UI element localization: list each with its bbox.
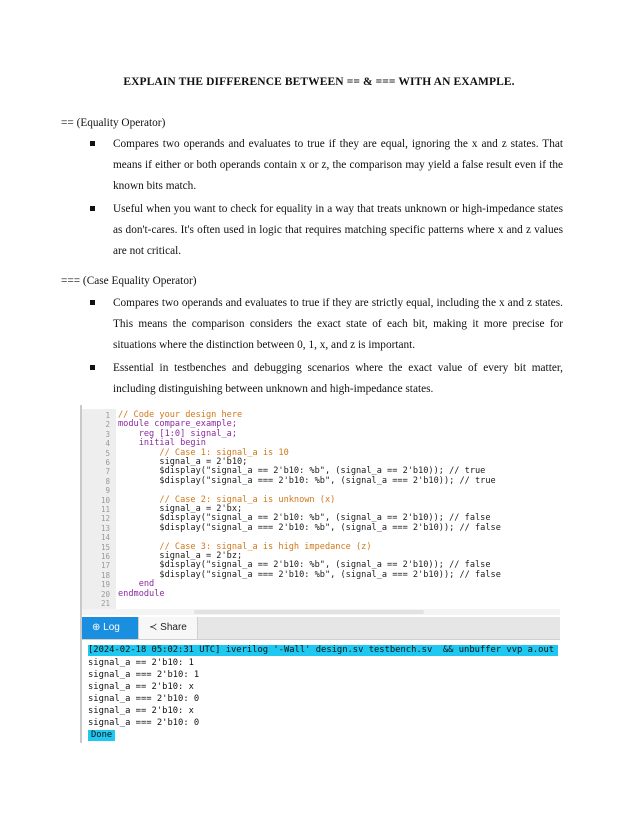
horizontal-scrollbar[interactable] bbox=[82, 609, 560, 615]
console-output bbox=[82, 641, 560, 743]
tab-log[interactable] bbox=[82, 617, 138, 639]
code-text: $display("signal_a == 2'b10: %b", (signal_a == 2'b10)); // false bbox=[118, 513, 491, 524]
line-number: 9 bbox=[105, 486, 110, 496]
code-text: $display("signal_a === 2'b10: %b", (signal_a === 2'b10)); // false bbox=[118, 569, 501, 580]
code-text: // Code your design here bbox=[118, 410, 243, 420]
code-text: $display("signal_a === 2'b10: %b", (signal_a === 2'b10)); // false bbox=[118, 522, 501, 533]
bullet-square-icon bbox=[90, 365, 95, 370]
line-number: 7 bbox=[105, 467, 110, 477]
console-output-line: signal_a === 2'b10: 0 bbox=[88, 718, 200, 728]
console-output-line: signal_a == 2'b10: x bbox=[88, 682, 194, 692]
bullet-square-icon bbox=[90, 300, 95, 305]
scrollbar-thumb[interactable] bbox=[194, 610, 424, 614]
code-text: signal_a = 2'b10; bbox=[118, 457, 248, 467]
bullet-item bbox=[0, 293, 563, 356]
code-text: $display("signal_a == 2'b10: %b", (signal_a == 2'b10)); // false bbox=[118, 560, 491, 571]
line-number: 5 bbox=[105, 448, 110, 458]
bullet-item bbox=[0, 199, 563, 262]
bullet-text: Essential in testbenches and debugging scenarios where the exact value of every bit matter, including distinguishing between unknown and high-impedance states. bbox=[113, 362, 563, 395]
line-number: 13 bbox=[100, 523, 110, 533]
bullet-item bbox=[0, 134, 563, 197]
line-number: 16 bbox=[100, 552, 110, 561]
code-text: $display("signal_a == 2'b10: %b", (signal_a == 2'b10)); // true bbox=[118, 466, 486, 477]
line-number: 4 bbox=[105, 439, 110, 449]
bullet-square-icon bbox=[90, 206, 95, 211]
page-title: EXPLAIN THE DIFFERENCE BETWEEN == & === WITH AN EXAMPLE. bbox=[123, 76, 515, 88]
console-output-line: signal_a == 2'b10: x bbox=[88, 706, 194, 716]
done-status: Done bbox=[88, 730, 115, 741]
log-icon: ⊕ bbox=[92, 622, 101, 633]
tab-share[interactable] bbox=[138, 617, 198, 639]
tab-share-label: Share bbox=[160, 622, 187, 633]
bullet-text: Useful when you want to check for equality in a way that treats unknown or high-impedance states as don't-cares. It's often used in logic that requires matching specific patterns where x and z values are not critical. bbox=[113, 203, 563, 257]
code-text: // Case 3: signal_a is high impedance (z) bbox=[118, 541, 372, 552]
console-output-line: signal_a == 2'b10: 1 bbox=[88, 658, 194, 668]
code-text: signal_a = 2'bz; bbox=[118, 551, 243, 561]
line-number: 12 bbox=[100, 514, 110, 524]
tab-log-label: Log bbox=[103, 622, 120, 633]
bullet-item bbox=[0, 358, 563, 400]
section-heading-case-equality: === (Case Equality Operator) bbox=[61, 275, 197, 287]
line-number: 18 bbox=[100, 570, 110, 580]
line-number: 6 bbox=[105, 458, 110, 467]
bullet-text: Compares two operands and evaluates to true if they are equal, ignoring the x and z states. That means if either or both operands contain x or z, the comparison may yield a false result even if the known bits match. bbox=[113, 138, 563, 192]
line-number: 3 bbox=[105, 429, 110, 439]
console-output-line: signal_a === 2'b10: 1 bbox=[88, 670, 200, 680]
code-text: endmodule bbox=[118, 588, 165, 599]
bullet-text: Compares two operands and evaluates to true if they are strictly equal, including the x and z states. This means the comparison considers the exact state of each bit, making it more precise for situations where the distinction between 0, 1, x, and z is important. bbox=[113, 297, 563, 351]
console-command-line: [2024-02-18 05:02:31 UTC] iverilog '-Wall' design.sv testbench.sv && unbuffer vvp a.out bbox=[88, 645, 558, 656]
bullet-square-icon bbox=[90, 141, 95, 146]
line-number: 2 bbox=[105, 420, 110, 430]
line-number: 11 bbox=[100, 505, 110, 514]
code-screenshot bbox=[80, 405, 562, 743]
line-number: 17 bbox=[100, 561, 110, 571]
code-text: // Case 2: signal_a is unknown (x) bbox=[118, 494, 336, 505]
share-icon: ≺ bbox=[149, 622, 158, 633]
console-output-line: signal_a === 2'b10: 0 bbox=[88, 694, 200, 704]
line-number: 10 bbox=[100, 495, 110, 505]
code-text: end bbox=[118, 579, 155, 590]
line-number: 14 bbox=[100, 533, 110, 543]
code-text: signal_a = 2'bx; bbox=[118, 504, 243, 514]
line-number: 19 bbox=[100, 580, 110, 590]
code-editor[interactable] bbox=[82, 409, 560, 609]
code-text: reg [1:0] signal_a; bbox=[118, 428, 237, 439]
line-number: 21 bbox=[100, 599, 110, 608]
line-number: 8 bbox=[105, 476, 110, 486]
bullet-list-case-equality bbox=[0, 293, 638, 402]
code-text: module compare_example; bbox=[118, 419, 237, 430]
line-number: 1 bbox=[105, 411, 110, 420]
line-number: 20 bbox=[100, 589, 110, 599]
line-number: 15 bbox=[100, 542, 110, 552]
code-text: initial begin bbox=[118, 438, 206, 449]
code-text: // Case 1: signal_a is 10 bbox=[118, 447, 289, 458]
code-text: $display("signal_a === 2'b10: %b", (signal_a === 2'b10)); // true bbox=[118, 475, 496, 486]
section-heading-equality: == (Equality Operator) bbox=[61, 117, 166, 129]
tab-bar bbox=[82, 617, 560, 640]
bullet-list-equality bbox=[0, 134, 638, 264]
